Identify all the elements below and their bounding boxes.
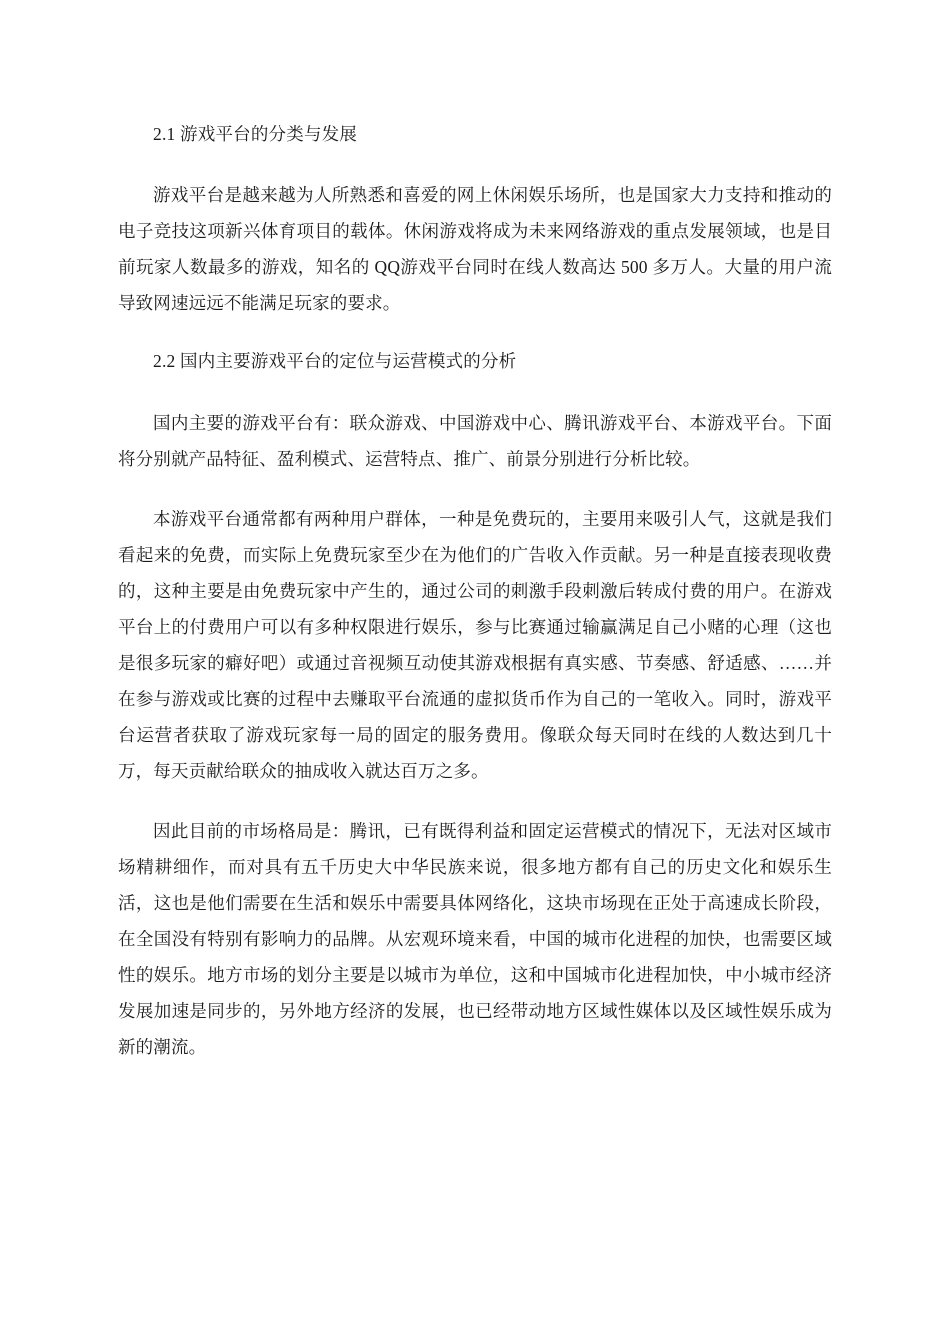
section-heading-2-2: 2.2 国内主要游戏平台的定位与运营模式的分析 [153,351,517,372]
section-2-1-paragraph: 游戏平台是越来越为人所熟悉和喜爱的网上休闲娱乐场所，也是国家大力支持和推动的电子竞技这项新兴体育项目的载体。休闲游戏将成为未来网络游戏的重点发展领域，也是目前玩家人数最多的游戏，知名的 QQ游戏平台同时在线人数高达 500 多万人。大量的用户流导致网速远远不能满足玩家的要求。 [118,185,832,314]
section-2-2-paragraph-2: 本游戏平台通常都有两种用户群体，一种是免费玩的，主要用来吸引人气，这就是我们看起来的免费，而实际上免费玩家至少在为他们的广告收入作贡献。另一种是直接表现收费的，这种主要是由免费玩家中产生的，通过公司的刺激手段刺激后转成付费的用户。在游戏平台上的付费用户可以有多种权限进行娱乐，参与比赛通过输赢满足自己小赌的心理（这也是很多玩家的癖好吧）或通过音视频互动使其游戏根据有真实感、节奏感、舒适感、……并在参与游戏或比赛的过程中去赚取平台流通的虚拟货币作为自己的一笔收入。同时，游戏平台运营者获取了游戏玩家每一局的固定的服务费用。像联众每天同时在线的人数达到几十万，每天贡献给联众的抽成收入就达百万之多。 [118,508,832,782]
document-body [118,96,832,1065]
section-heading-2-1: 2.1 游戏平台的分类与发展 [153,124,358,144]
section-2-2-paragraph-1: 国内主要的游戏平台有：联众游戏、中国游戏中心、腾讯游戏平台、本游戏平台。下面将分别就产品特征、盈利模式、运营特点、推广、前景分别进行分析比较。 [118,412,832,469]
section-2-2-paragraph-3: 因此目前的市场格局是：腾讯，已有既得利益和固定运营模式的情况下，无法对区域市场精耕细作，而对具有五千历史大中华民族来说，很多地方都有自己的历史文化和娱乐生活，这也是他们需要在生活和娱乐中需要具体网络化，这块市场现在正处于高速成长阶段，在全国没有特别有影响力的品牌。从宏观环境来看，中国的城市化进程的加快，也需要区域性的娱乐。地方市场的划分主要是以城市为单位，这和中国城市化进程加快，中小城市经济发展加速是同步的，另外地方经济的发展，也已经带动地方区域性媒体以及区域性娱乐成为新的潮流。 [118,821,832,1058]
